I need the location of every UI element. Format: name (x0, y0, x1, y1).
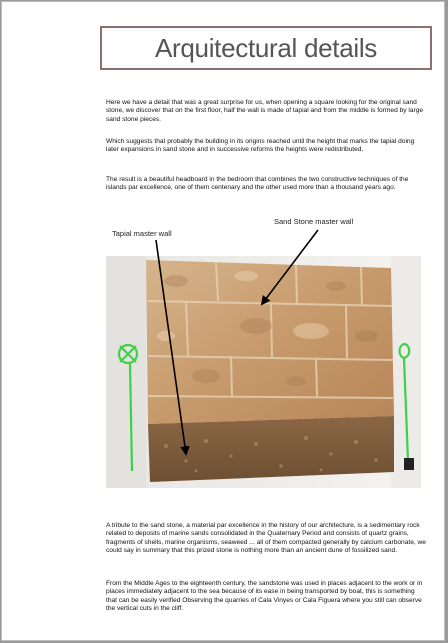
sandstone-label: Sand Stone master wall (274, 217, 354, 226)
wall-photo-illustration (106, 256, 421, 488)
tapial-label: Tapial master wall (112, 229, 172, 238)
paragraph-origins: Which suggests that probably the building in its origins reached until the height that marks the tapial doing later expansions in sand stone and in successive reforms the heights were redistributed. (106, 138, 415, 154)
paragraph-history: From the Middle Ages to the eighteenth century, the sandstone was used in places adjacent to the work or in places immediately adjacent to the sea because of its ease in being transported by boat, this is something that can be easily verified Observing the quarries of Cala Vinyes or Cala Figuera where you still can observe the vertical cuts in the cliff. (106, 580, 423, 612)
paragraph-headboard: The result is a beautiful headboard in the bedroom that combines the two constructive techniques of the islands par excellence, one of them centenary and the other used more than a thousand years ago. (106, 176, 409, 192)
document-page (1, 1, 445, 641)
title-box (100, 26, 432, 70)
paragraph-sandstone: A tribute to the sand stone, a material par excellence in the history of our architecture, is a sedimentary rock related to deposits of marine sands consolidated in the Quaternary Period and consists of quartz grains, fragments of shells, marine organisms, seaweed ... all of them compacted generally by calcium carbonate, we could say in summary that this prized stone is nothing more than an ancient dune of fossilized sand. (106, 522, 426, 554)
paragraph-intro: Here we have a detail that was a great surprise for us, when opening a square looking for the original sand stone, we discover that on the first floor, half the wall is made of tapial and from the middle is formed by large sand stone pieces. (106, 99, 424, 123)
page-title: Arquitectural details (154, 32, 378, 63)
wall-photo (106, 256, 421, 488)
